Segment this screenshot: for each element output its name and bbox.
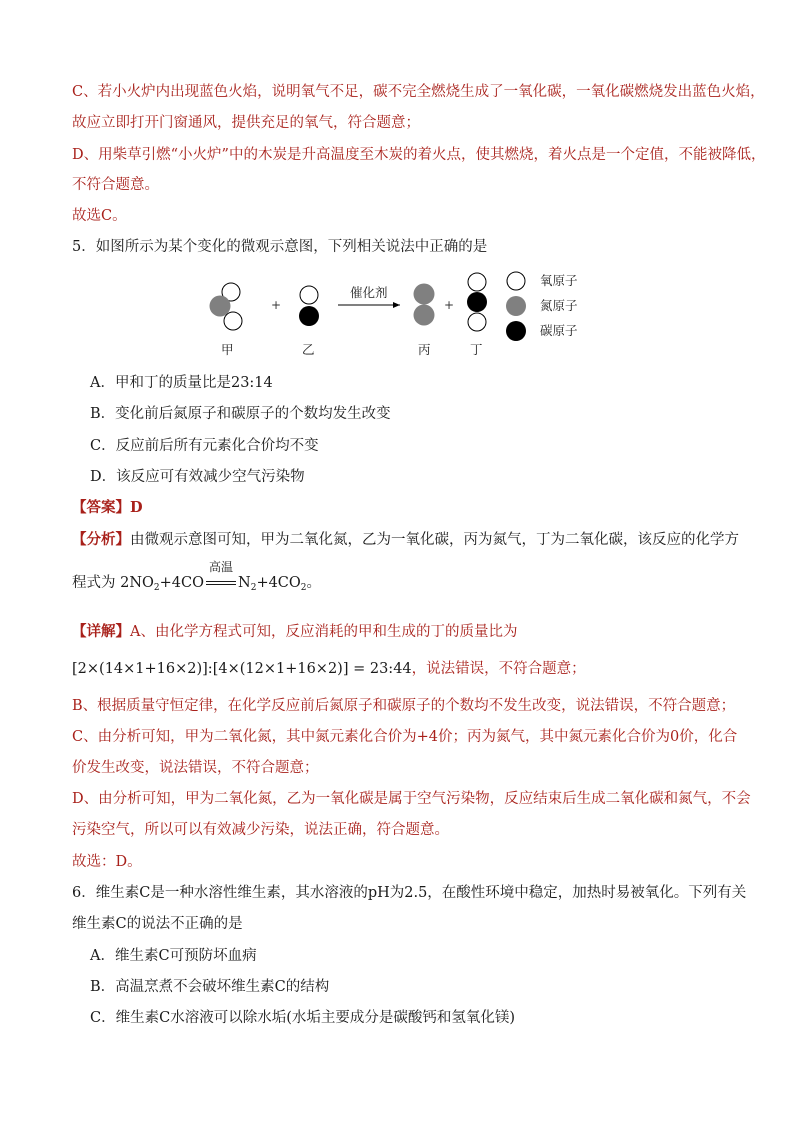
nitrogen-atom xyxy=(414,305,435,326)
eq-condition: 高温 xyxy=(209,560,234,574)
detail-b: B、根据质量守恒定律，在化学反应前后氮原子和碳原子的个数均不发生改变，说法错误，不符合题意； xyxy=(72,698,736,714)
detail-calc-line xyxy=(72,659,586,679)
eq-product-2: +4CO xyxy=(256,575,301,591)
eq-product-1: N xyxy=(238,575,251,591)
legend-carbon-label: 碳原子 xyxy=(540,323,578,338)
q5-option-c: C．反应前后所有元素化合价均不变 xyxy=(90,438,319,454)
q6-option-b: B．高温烹煮不会破坏维生素C的结构 xyxy=(90,979,330,995)
arrow-head-icon xyxy=(393,302,400,308)
eq-sub: 2 xyxy=(300,583,307,593)
q6-option-c: C．维生素C水溶液可以除水垢(水垢主要成分是碳酸钙和氢氧化镁) xyxy=(90,1010,516,1026)
detail-tag: 【详解】 xyxy=(72,623,130,640)
analysis-tag: 【分析】 xyxy=(72,531,130,548)
calc-tail: ，说法错误，不符合题意； xyxy=(411,661,586,677)
label-jia: 甲 xyxy=(221,342,234,357)
nitrogen-atom xyxy=(210,296,231,317)
question-6-stem-line2: 维生素C的说法不正确的是 xyxy=(72,916,243,932)
eq-sub: 2 xyxy=(153,583,160,593)
analysis-line1 xyxy=(72,530,739,550)
detail-c-line1: C、由分析可知，甲为二氧化氮，其中氮元素化合价为+4价；丙为氮气，其中氮元素化合价为0价，化合 xyxy=(72,729,738,745)
nitrogen-atom xyxy=(414,284,435,305)
detail-d-line2: 污染空气，所以可以有效减少污染，说法正确，符合题意。 xyxy=(72,822,449,838)
legend-nitrogen-icon xyxy=(506,296,526,316)
micro-reaction-diagram xyxy=(200,268,600,363)
question-5-stem: 5．如图所示为某个变化的微观示意图，下列相关说法中正确的是 xyxy=(72,239,488,255)
oxygen-atom xyxy=(468,273,486,291)
label-yi: 乙 xyxy=(302,342,315,357)
label-bing: 丙 xyxy=(418,342,431,357)
plus-sign-1: + xyxy=(271,298,282,312)
q5-option-d: D．该反应可有效减少空气污染物 xyxy=(90,469,305,485)
option-c-explanation-line2: 故应立即打开门窗通风，提供充足的氧气，符合题意； xyxy=(72,115,420,131)
legend-nitrogen-label: 氮原子 xyxy=(540,298,578,313)
molecule-jia xyxy=(210,283,243,330)
detail-line-a xyxy=(72,622,517,642)
detail-d-line1: D、由分析可知，甲为二氧化氮，乙为一氧化碳是属于空气污染物，反应结束后生成二氧化碳和氮气，不会 xyxy=(72,791,751,807)
molecule-yi xyxy=(299,286,319,326)
answer-label: 【答案】D xyxy=(72,499,143,516)
label-ding: 丁 xyxy=(470,342,483,357)
carbon-atom xyxy=(299,306,319,326)
eq-reactant-1: 2NO xyxy=(120,575,154,591)
equation-prefix: 程式为 xyxy=(72,575,116,591)
question-6-stem-line1: 6．维生素C是一种水溶性维生素，其水溶液的pH为2.5，在酸性环境中稳定，加热时易被氧化。下列有关 xyxy=(72,885,747,901)
eq-sub: 2 xyxy=(250,583,257,593)
detail-c-line2: 价发生改变，说法错误，不符合题意； xyxy=(72,760,319,776)
molecule-bing xyxy=(414,284,435,326)
eq-end: 。 xyxy=(306,575,322,591)
molecule-ding xyxy=(467,273,487,331)
eq-arrow xyxy=(204,560,238,593)
legend-oxygen-icon xyxy=(507,272,525,290)
detail-a-text: A、由化学方程式可知，反应消耗的甲和生成的丁的质量比为 xyxy=(130,624,518,640)
choice-summary-5: 故选：D。 xyxy=(72,854,142,870)
carbon-atom xyxy=(467,292,487,312)
legend-oxygen-label: 氧原子 xyxy=(540,273,578,288)
option-d-explanation-line1: D、用柴草引燃“小火炉”中的木炭是升高温度至木炭的着火点，使其燃烧，着火点是一个定值，不能被降低， xyxy=(72,147,766,163)
equation-line xyxy=(72,560,322,598)
atom-legend xyxy=(506,272,578,341)
q5-option-b: B．变化前后氮原子和碳原子的个数均发生改变 xyxy=(90,406,391,422)
analysis-text: 由微观示意图可知，甲为二氧化氮，乙为一氧化碳，丙为氮气，丁为二氧化碳，该反应的化学方 xyxy=(130,532,739,548)
legend-carbon-icon xyxy=(506,321,526,341)
option-c-explanation-line1: C、若小火炉内出现蓝色火焰，说明氧气不足，碳不完全燃烧生成了一氧化碳，一氧化碳燃烧发出蓝色火焰， xyxy=(72,84,765,100)
catalyst-label: 催化剂 xyxy=(350,285,388,300)
mass-ratio-calc: [2×(14×1+16×2)]:[4×(12×1+16×2)] = 23:44 xyxy=(72,661,412,677)
q6-option-a: A．维生素C可预防坏血病 xyxy=(90,948,257,964)
plus-sign-2: + xyxy=(444,298,455,312)
choice-summary-4: 故选C。 xyxy=(72,208,127,224)
eq-reactant-2: +4CO xyxy=(159,575,205,591)
chemical-equation xyxy=(120,560,322,593)
option-d-explanation-line2: 不符合题意。 xyxy=(72,177,159,193)
oxygen-atom xyxy=(300,286,318,304)
oxygen-atom xyxy=(468,313,486,331)
q5-option-a: A．甲和丁的质量比是23:14 xyxy=(90,375,273,391)
oxygen-atom xyxy=(224,312,242,330)
